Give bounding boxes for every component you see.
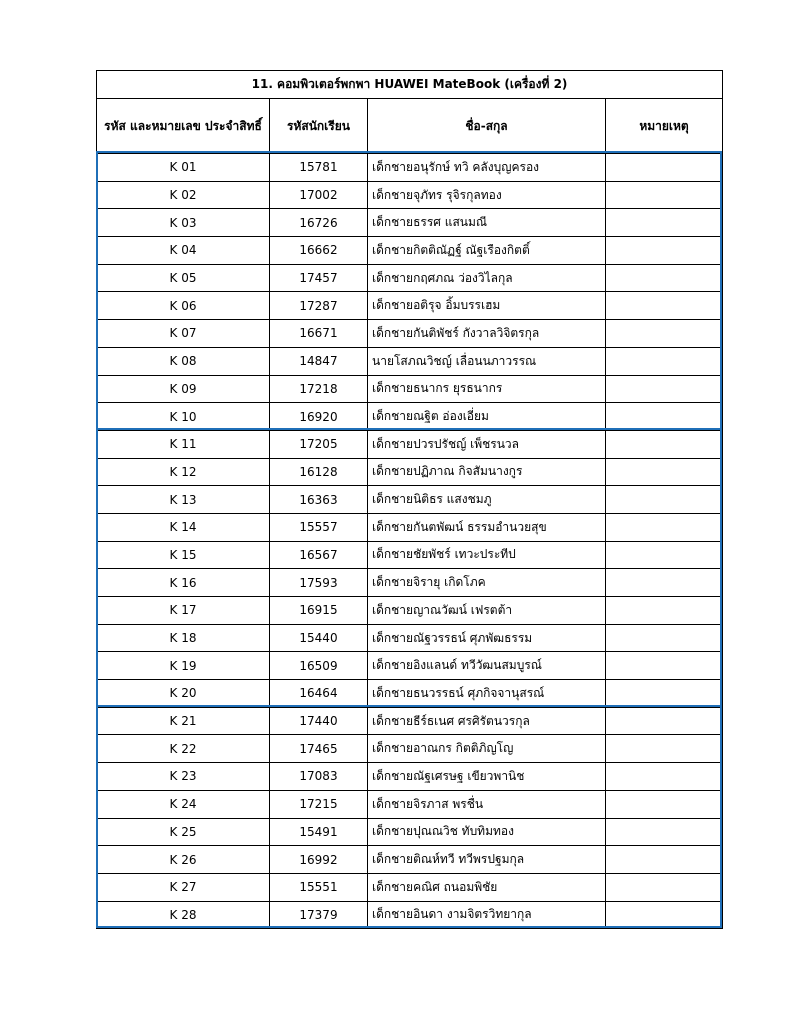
row-student-id: 16662	[270, 237, 368, 265]
table-row	[97, 707, 723, 735]
row-name: เด็กชายณฐิต อ่องเอี่ยม	[368, 403, 606, 431]
row-remark	[606, 320, 723, 348]
row-code: K 20	[97, 680, 270, 708]
row-code: K 12	[97, 458, 270, 486]
row-remark	[606, 763, 723, 791]
table-row	[97, 347, 723, 375]
row-code: K 15	[97, 541, 270, 569]
table-row	[97, 154, 723, 182]
table-row	[97, 458, 723, 486]
table-row	[97, 873, 723, 901]
row-student-id: 15551	[270, 873, 368, 901]
row-name: เด็กชายณัฐวรรธน์ ศุภพัฒธรรม	[368, 624, 606, 652]
row-name: เด็กชายธนวรรธน์ ศุภกิจจานุสรณ์	[368, 680, 606, 708]
table-row	[97, 430, 723, 458]
table-row	[97, 486, 723, 514]
table-row	[97, 597, 723, 625]
row-code: K 21	[97, 707, 270, 735]
row-code: K 02	[97, 181, 270, 209]
row-student-id: 16671	[270, 320, 368, 348]
row-remark	[606, 154, 723, 182]
row-name: เด็กชายปวรปรัชญ์ เพ็ชรนวล	[368, 430, 606, 458]
table-header-row	[97, 99, 723, 154]
row-student-id: 17457	[270, 264, 368, 292]
row-name: เด็กชายอติรุจ อิ้มบรรเฮม	[368, 292, 606, 320]
row-name: เด็กชายอิงแลนด์ ทวีวัฒนสมบูรณ์	[368, 652, 606, 680]
row-remark	[606, 430, 723, 458]
row-remark	[606, 237, 723, 265]
row-code: K 11	[97, 430, 270, 458]
row-name: เด็กชายอนุรักษ์ ทวิ คลังบุญครอง	[368, 154, 606, 182]
row-remark	[606, 901, 723, 929]
row-code: K 07	[97, 320, 270, 348]
row-name: เด็กชายธีร์ธเนศ ศรศิรัตนวรกุล	[368, 707, 606, 735]
row-name: เด็กชายปุณณวิช ทับทิมทอง	[368, 818, 606, 846]
row-code: K 27	[97, 873, 270, 901]
row-name: เด็กชายธนากร ยุรธนากร	[368, 375, 606, 403]
row-code: K 18	[97, 624, 270, 652]
row-remark	[606, 652, 723, 680]
row-remark	[606, 375, 723, 403]
row-remark	[606, 209, 723, 237]
row-name: เด็กชายคณิศ ถนอมพิชัย	[368, 873, 606, 901]
table-row	[97, 292, 723, 320]
row-student-id: 16509	[270, 652, 368, 680]
row-name: เด็กชายนิติธร แสงชมภู	[368, 486, 606, 514]
row-student-id: 17440	[270, 707, 368, 735]
row-code: K 19	[97, 652, 270, 680]
header-remark: หมายเหตุ	[606, 99, 723, 154]
row-student-id: 17218	[270, 375, 368, 403]
row-student-id: 15491	[270, 818, 368, 846]
row-name: นายโสภณวิชญ์ เลื่อนนภาวรรณ	[368, 347, 606, 375]
row-remark	[606, 264, 723, 292]
row-name: เด็กชายชัยพัชร์ เทวะประทีป	[368, 541, 606, 569]
row-student-id: 16128	[270, 458, 368, 486]
row-code: K 26	[97, 846, 270, 874]
row-name: เด็กชายธรรศ แสนมณี	[368, 209, 606, 237]
row-remark	[606, 597, 723, 625]
row-student-id: 17593	[270, 569, 368, 597]
row-name: เด็กชายจิรภาส พรชื่น	[368, 790, 606, 818]
table-row	[97, 680, 723, 708]
row-code: K 03	[97, 209, 270, 237]
row-code: K 25	[97, 818, 270, 846]
table-row	[97, 818, 723, 846]
table-row	[97, 375, 723, 403]
row-remark	[606, 513, 723, 541]
table-title-row	[97, 71, 723, 99]
header-name: ชื่อ-สกุล	[368, 99, 606, 154]
row-remark	[606, 458, 723, 486]
row-code: K 10	[97, 403, 270, 431]
row-name: เด็กชายปฏิภาณ กิจสัมนางกูร	[368, 458, 606, 486]
row-remark	[606, 873, 723, 901]
row-code: K 28	[97, 901, 270, 929]
row-student-id: 16992	[270, 846, 368, 874]
row-remark	[606, 541, 723, 569]
table-title: 11. คอมพิวเตอร์พกพา HUAWEI MateBook (เครื่องที่ 2)	[97, 71, 723, 99]
table-row	[97, 790, 723, 818]
row-name: เด็กชายญาณวัฒน์ เฟรตต้า	[368, 597, 606, 625]
row-remark	[606, 486, 723, 514]
table-row	[97, 624, 723, 652]
row-code: K 04	[97, 237, 270, 265]
row-remark	[606, 403, 723, 431]
row-remark	[606, 818, 723, 846]
row-code: K 13	[97, 486, 270, 514]
row-code: K 17	[97, 597, 270, 625]
row-remark	[606, 707, 723, 735]
row-remark	[606, 292, 723, 320]
row-student-id: 14847	[270, 347, 368, 375]
row-name: เด็กชายอาณกร กิตติภิญโญ	[368, 735, 606, 763]
row-remark	[606, 569, 723, 597]
row-student-id: 16915	[270, 597, 368, 625]
row-code: K 24	[97, 790, 270, 818]
table-row	[97, 264, 723, 292]
row-student-id: 15781	[270, 154, 368, 182]
row-name: เด็กชายกันตพัฒน์ ธรรมอำนวยสุข	[368, 513, 606, 541]
row-student-id: 17465	[270, 735, 368, 763]
row-code: K 09	[97, 375, 270, 403]
row-name: เด็กชายอินดา งามจิตรวิทยากุล	[368, 901, 606, 929]
row-code: K 23	[97, 763, 270, 791]
row-student-id: 16567	[270, 541, 368, 569]
row-remark	[606, 846, 723, 874]
table-body	[97, 154, 723, 929]
table-row	[97, 735, 723, 763]
row-student-id: 16464	[270, 680, 368, 708]
table-row	[97, 181, 723, 209]
row-code: K 05	[97, 264, 270, 292]
row-code: K 01	[97, 154, 270, 182]
table-row	[97, 541, 723, 569]
table-row	[97, 763, 723, 791]
table-row	[97, 237, 723, 265]
row-code: K 06	[97, 292, 270, 320]
row-name: เด็กชายจุภัทร รุจิรกุลทอง	[368, 181, 606, 209]
row-student-id: 17205	[270, 430, 368, 458]
header-code: รหัส และหมายเลข ประจำสิทธิ์	[97, 99, 270, 154]
table-row	[97, 901, 723, 929]
row-name: เด็กชายกันติพัชร์ กังวาลวิจิตรกุล	[368, 320, 606, 348]
table-row	[97, 320, 723, 348]
row-student-id: 17287	[270, 292, 368, 320]
row-student-id: 16726	[270, 209, 368, 237]
table-row	[97, 209, 723, 237]
row-code: K 08	[97, 347, 270, 375]
table-row	[97, 846, 723, 874]
table-row	[97, 569, 723, 597]
row-remark	[606, 790, 723, 818]
row-code: K 16	[97, 569, 270, 597]
row-student-id: 17215	[270, 790, 368, 818]
row-student-id: 17002	[270, 181, 368, 209]
row-name: เด็กชายติณห์ทวี ทวีพรปฐมกุล	[368, 846, 606, 874]
row-student-id: 17083	[270, 763, 368, 791]
table-row	[97, 652, 723, 680]
row-remark	[606, 347, 723, 375]
row-remark	[606, 624, 723, 652]
row-name: เด็กชายกิตติณัฏฐ์ ณัฐเรืองกิตติ์	[368, 237, 606, 265]
row-student-id: 15557	[270, 513, 368, 541]
row-code: K 22	[97, 735, 270, 763]
row-student-id: 16363	[270, 486, 368, 514]
row-name: เด็กชายณัฐเศรษฐ เขียวพานิช	[368, 763, 606, 791]
row-student-id: 17379	[270, 901, 368, 929]
row-student-id: 15440	[270, 624, 368, 652]
row-student-id: 16920	[270, 403, 368, 431]
header-student-id: รหัสนักเรียน	[270, 99, 368, 154]
row-remark	[606, 680, 723, 708]
allocation-table	[96, 70, 723, 929]
row-name: เด็กชายกฤศภณ ว่องวิไลกุล	[368, 264, 606, 292]
row-remark	[606, 181, 723, 209]
row-remark	[606, 735, 723, 763]
table-row	[97, 403, 723, 431]
row-code: K 14	[97, 513, 270, 541]
table-row	[97, 513, 723, 541]
row-name: เด็กชายจิรายุ เกิดโภค	[368, 569, 606, 597]
